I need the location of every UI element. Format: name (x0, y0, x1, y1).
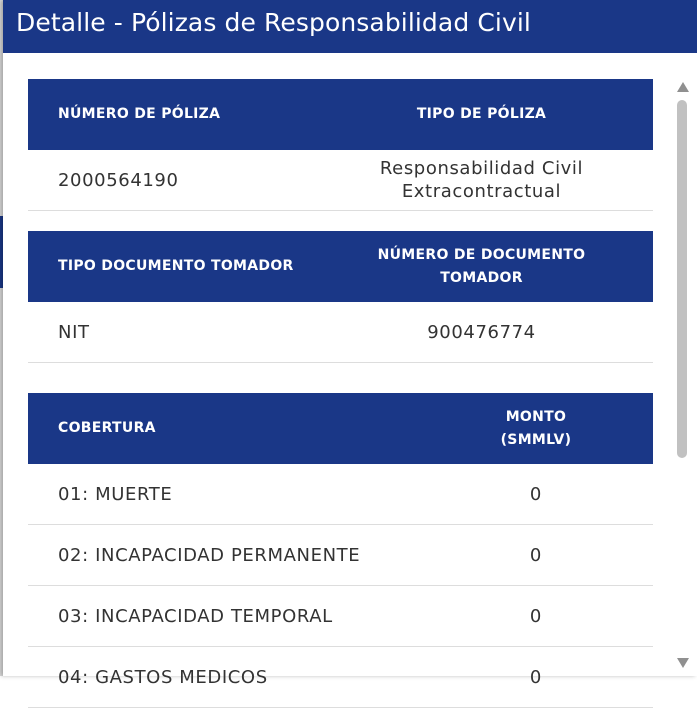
doc-type-value: NIT (58, 321, 90, 343)
policy-table (28, 79, 653, 211)
scrollbar-thumb[interactable] (677, 100, 687, 458)
doc-number-header-line2: TOMADOR (440, 269, 523, 286)
coverage-amount: 0 (529, 483, 542, 505)
column-header-coverage: COBERTURA (58, 420, 156, 436)
modal-title: Detalle - Pólizas de Responsabilidad Civil (16, 8, 531, 37)
doc-number-value: 900476774 (427, 321, 536, 343)
modal-content[interactable] (28, 79, 653, 688)
modal-header (3, 0, 697, 53)
table-row (28, 525, 653, 586)
column-header-doc-number (328, 244, 635, 290)
coverage-name: 02: INCAPACIDAD PERMANENTE (58, 544, 361, 566)
policy-type-value (328, 157, 635, 203)
scroll-down-arrow-icon[interactable] (677, 658, 689, 668)
amount-header-line1: MONTO (505, 408, 567, 425)
table-row (28, 150, 653, 211)
detail-modal (3, 0, 697, 688)
coverage-amount: 0 (529, 666, 542, 688)
table-row (28, 302, 653, 363)
policy-type-line1: Responsabilidad Civil (379, 158, 584, 179)
scroll-up-arrow-icon[interactable] (677, 82, 689, 92)
column-header-policy-type: TIPO DE PÓLIZA (416, 106, 547, 122)
policy-number-value: 2000564190 (58, 169, 179, 191)
amount-header-line2: (SMMLV) (500, 431, 572, 448)
coverage-amount: 0 (529, 544, 542, 566)
coverage-amount: 0 (529, 605, 542, 627)
table-row (28, 586, 653, 647)
coverage-name: 01: MUERTE (58, 483, 173, 505)
column-header-policy-number: NÚMERO DE PÓLIZA (58, 106, 221, 122)
policy-type-line2: Extracontractual (401, 181, 562, 202)
vertical-scrollbar[interactable] (673, 82, 693, 672)
doc-number-header-line1: NÚMERO DE DOCUMENTO (377, 246, 586, 263)
coverage-table-header (28, 393, 653, 464)
column-header-amount (419, 406, 653, 452)
holder-table (28, 231, 653, 363)
holder-table-header (28, 231, 653, 302)
table-row (28, 464, 653, 525)
policy-table-header (28, 79, 653, 150)
coverage-name: 04: GASTOS MEDICOS (58, 666, 268, 688)
table-row (28, 647, 653, 708)
column-header-doc-type: TIPO DOCUMENTO TOMADOR (58, 258, 294, 274)
coverage-name: 03: INCAPACIDAD TEMPORAL (58, 605, 333, 627)
coverage-table (28, 393, 653, 708)
